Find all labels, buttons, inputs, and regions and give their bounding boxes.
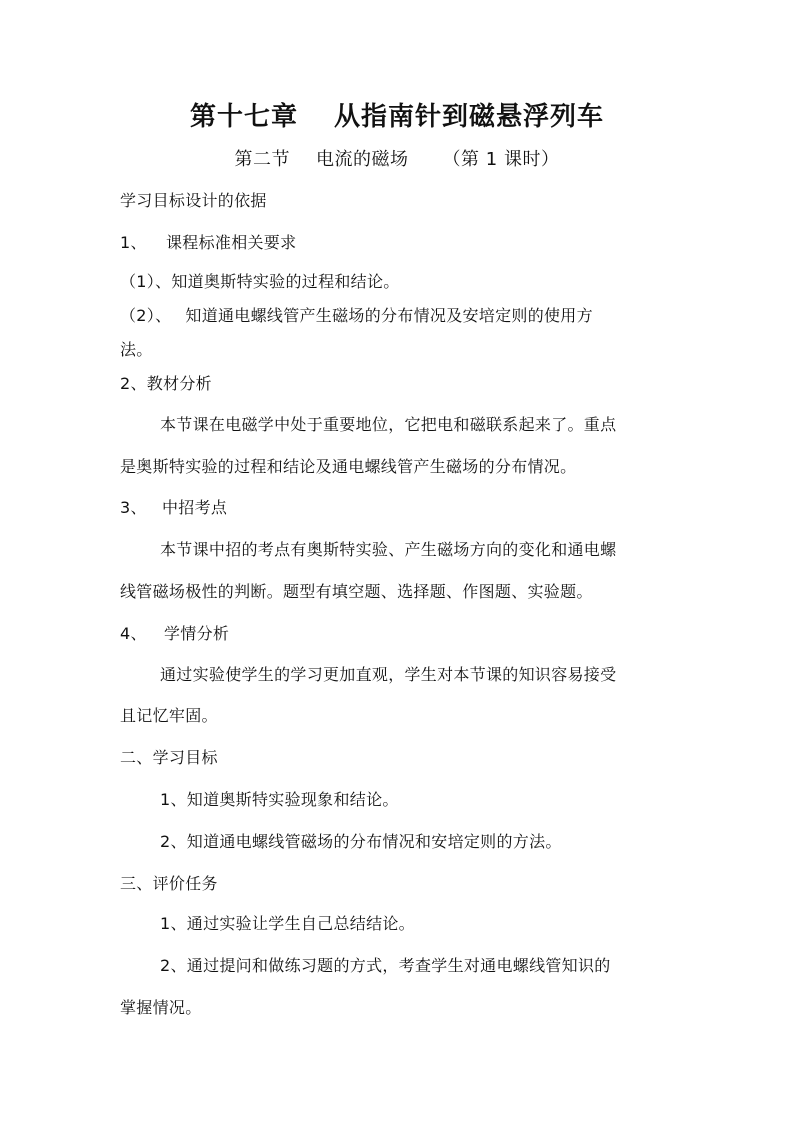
lesson-period: （第 1 课时）	[442, 149, 560, 170]
analysis-line-1: 本节课在电磁学中处于重要地位，它把电和磁联系起来了。重点	[160, 415, 617, 434]
analysis-line-2: 是奥斯特实验的过程和结论及通电螺线管产生磁场的分布情况。	[120, 457, 577, 476]
chapter-title	[0, 100, 794, 134]
basis-item-4-title: 学情分析	[164, 624, 230, 643]
exam-line-2: 线管磁场极性的判断。题型有填空题、选择题、作图题、实验题。	[120, 582, 593, 601]
basis-item-2-heading: 2、教材分析	[120, 374, 212, 393]
basis-item-1-number: 1、	[120, 233, 147, 252]
section-name: 电流的磁场	[316, 149, 409, 170]
evaluation-heading: 三、评价任务	[120, 874, 218, 893]
chapter-number: 第十七章	[189, 102, 298, 132]
requirement-1: （1）、知道奥斯特实验的过程和结论。	[120, 272, 400, 291]
basis-item-3-number: 3、	[120, 498, 147, 517]
task-2-line-1: 2、通过提问和做练习题的方式，考查学生对通电螺线管知识的	[160, 956, 611, 975]
basis-heading: 学习目标设计的依据	[120, 191, 267, 210]
chapter-name: 从指南针到磁悬浮列车	[334, 102, 605, 132]
objective-2: 2、知道通电螺线管磁场的分布情况和安培定则的方法。	[160, 832, 562, 851]
student-line-2: 且记忆牢固。	[120, 706, 218, 725]
student-line-1: 通过实验使学生的学习更加直观，学生对本节课的知识容易接受	[160, 665, 617, 684]
requirement-2-prefix: （2）、	[120, 306, 172, 325]
task-2-line-2: 掌握情况。	[120, 998, 202, 1017]
objectives-heading: 二、学习目标	[120, 748, 218, 767]
requirement-2-line-2: 法。	[120, 340, 153, 359]
task-1: 1、通过实验让学生自己总结结论。	[160, 914, 415, 933]
basis-item-1-title: 课程标准相关要求	[166, 233, 297, 252]
basis-item-3	[120, 498, 227, 518]
requirement-2-text: 知道通电螺线管产生磁场的分布情况及安培定则的使用方	[185, 306, 593, 325]
basis-item-4	[120, 624, 229, 644]
basis-item-4-number: 4、	[120, 624, 147, 643]
section-subtitle	[0, 148, 794, 172]
requirement-2-line-1	[120, 306, 593, 326]
basis-item-3-title: 中招考点	[162, 498, 228, 517]
objective-1: 1、知道奥斯特实验现象和结论。	[160, 790, 399, 809]
basis-item-1	[120, 233, 296, 253]
exam-line-1: 本节课中招的考点有奥斯特实验、产生磁场方向的变化和通电螺	[160, 540, 617, 559]
section-number: 第二节	[234, 149, 291, 170]
